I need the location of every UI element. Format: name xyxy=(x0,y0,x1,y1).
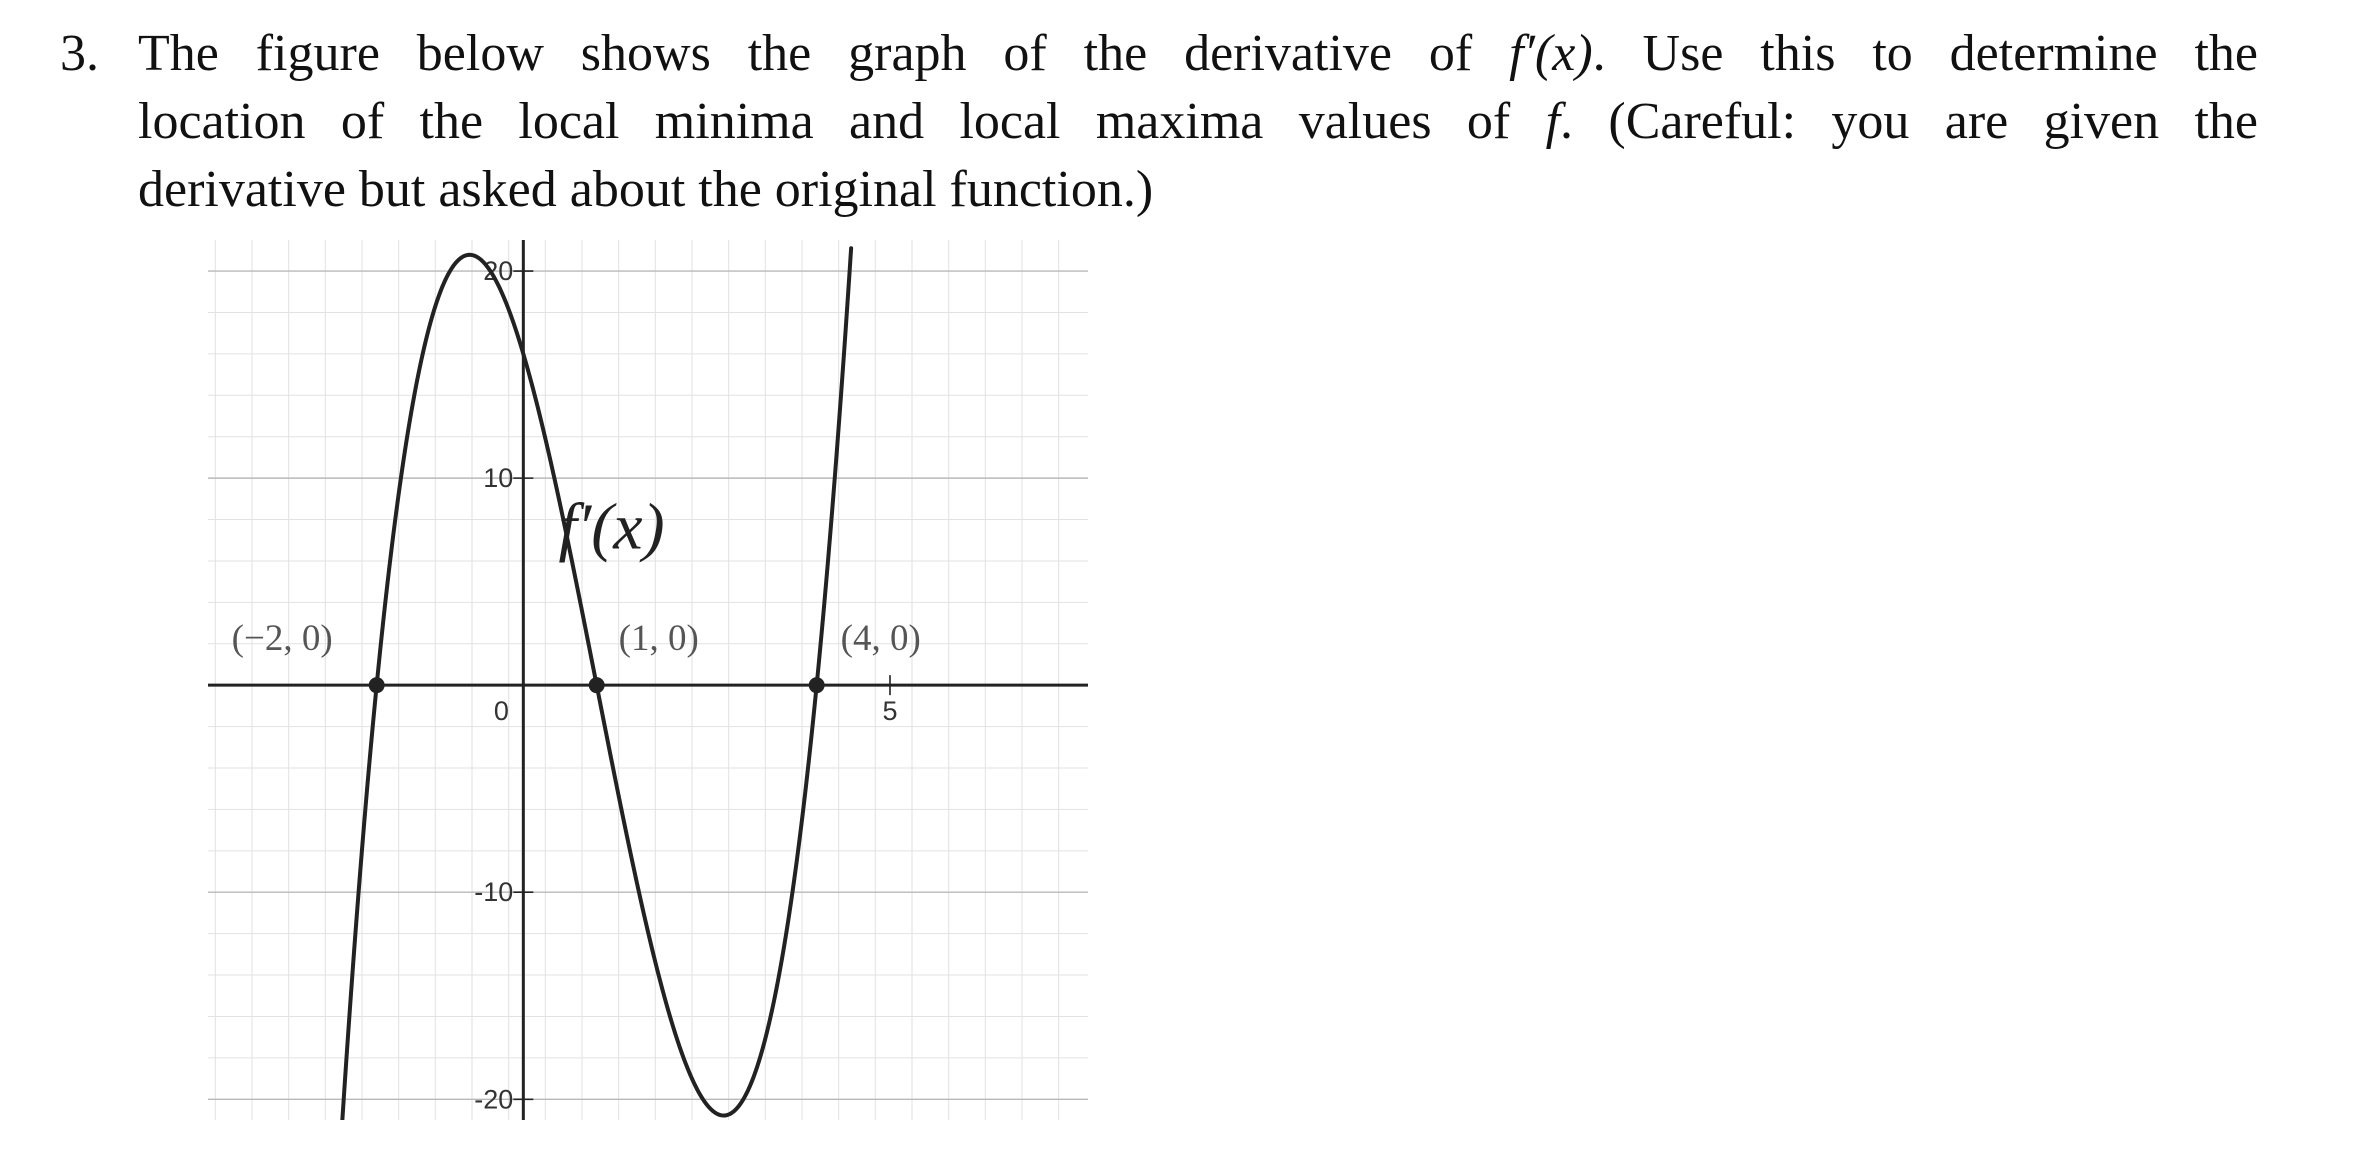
y-axis-tick-label: -10 xyxy=(474,877,514,908)
y-axis-tick-label: -20 xyxy=(474,1084,514,1115)
problem-line-1 xyxy=(138,20,2258,88)
zero-point-marker xyxy=(809,677,825,693)
curve-label: f′(x) xyxy=(558,490,665,564)
problem-line-2-text-b: . (Careful: you are given the xyxy=(1560,93,2259,150)
problem-line-1-text-b: . Use this to determine the xyxy=(1592,25,2259,82)
problem-line-3: derivative but asked about the original function.) xyxy=(138,161,1154,218)
zero-point-marker xyxy=(369,677,385,693)
problem-number: 3. xyxy=(60,25,99,82)
y-axis-tick-label: 10 xyxy=(483,463,514,494)
y-axis-tick-label: 20 xyxy=(483,256,514,287)
problem-statement xyxy=(60,20,2259,224)
function-notation: f xyxy=(1545,93,1561,150)
zero-point-marker xyxy=(589,677,605,693)
zero-point-label: (−2, 0) xyxy=(231,618,333,660)
x-axis-tick-label: 5 xyxy=(882,696,898,727)
zero-point-label: (4, 0) xyxy=(840,618,921,660)
derivative-graph xyxy=(208,240,1088,1120)
origin-label: 0 xyxy=(493,696,509,727)
derivative-notation: f′(x) xyxy=(1509,25,1593,82)
derivative-graph-figure xyxy=(208,240,1088,1120)
problem-line-2-text-a: location of the local minima and local maxima values of xyxy=(138,93,1546,150)
zero-point-label: (1, 0) xyxy=(618,618,699,660)
problem-line-2 xyxy=(138,88,2258,156)
problem-line-1-text-a: The figure below shows the graph of the derivative of xyxy=(138,25,1510,82)
